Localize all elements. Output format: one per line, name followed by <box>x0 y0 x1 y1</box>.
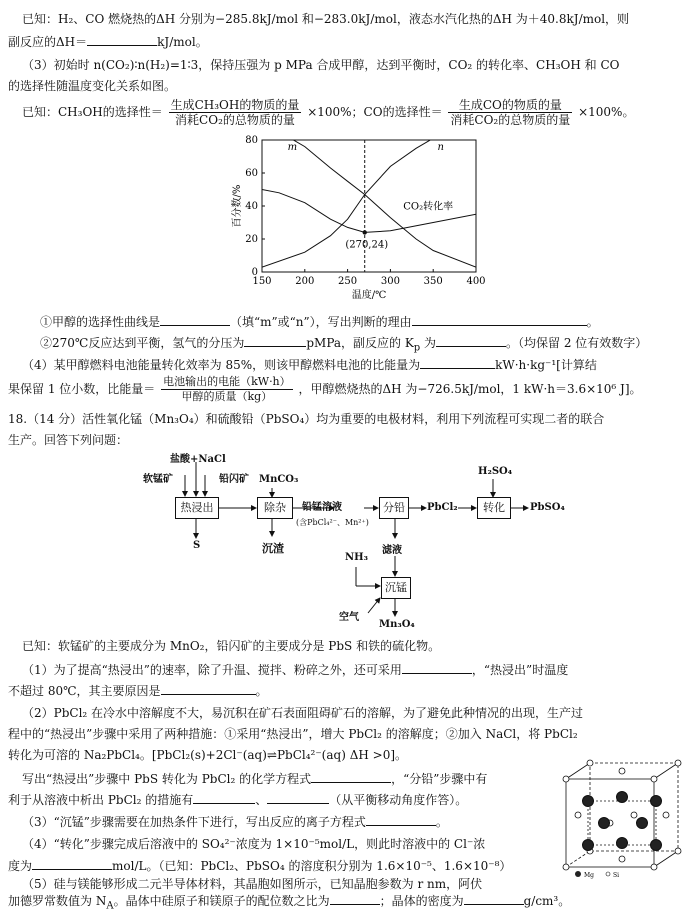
text-line: （5）硅与镁能够形成二元半导体材料，其晶胞如图所示，已知晶胞参数为 r nm，阿伏 <box>22 877 483 891</box>
text-line: 度为 mol/L。（已知：PbCl₂、PbSO₄ 的溶度积分别为 1.6×10⁻⁵、1.6×10⁻⁸） <box>8 859 512 873</box>
flow-mid-solution: 铅锰溶液 <box>302 502 342 513</box>
x-tick-label: 150 <box>252 276 272 287</box>
answer-blank[interactable] <box>160 313 230 326</box>
text-line: 利于从溶液中析出 PbCl₂ 的措施有 、 （从平衡移动角度作答）。 <box>8 793 468 807</box>
y-tick-label: 0 <box>251 267 258 278</box>
flow-output-pbso4: PbSO₄ <box>530 502 565 513</box>
flow-mid-pbcl2: PbCl₂ <box>427 502 458 513</box>
answer-blank[interactable] <box>267 791 329 804</box>
answer-blank[interactable] <box>436 334 506 347</box>
flow-filtrate: 滤液 <box>382 545 402 556</box>
annotation-point <box>363 230 367 234</box>
text-line: （3）初始时 n(CO₂)∶n(H₂)=1∶3，保持压强为 p MPa 合成甲醇，达到平衡时，CO₂ 的转化率、CH₃OH 和 CO <box>22 58 620 72</box>
answer-blank[interactable] <box>330 892 380 905</box>
x-tick-label: 350 <box>423 276 443 287</box>
flow-step-purify: 除杂 <box>257 497 293 519</box>
flow-step-split: 分铅 <box>379 497 409 519</box>
text-line: 写出“热浸出”步骤中 PbS 转化为 PbCl₂ 的化学方程式 ，“分铅”步骤中有 <box>22 772 488 786</box>
answer-blank[interactable] <box>402 661 472 674</box>
selectivity-chart <box>228 134 498 314</box>
series-n-label: n <box>437 141 444 153</box>
flow-output-residue: 沉渣 <box>262 542 284 555</box>
answer-blank[interactable] <box>420 356 495 369</box>
text-line: （4）“转化”步骤完成后溶液中的 SO₄²⁻浓度为 1×10⁻⁵mol/L，则此时溶液中的 Cl⁻浓 <box>22 837 486 851</box>
series-m-label: m <box>287 141 298 153</box>
text-line: （3）“沉锰”步骤需要在加热条件下进行，写出反应的离子方程式 。 <box>22 815 448 829</box>
flow-input-pbs: 铅闪矿 <box>219 474 249 485</box>
answer-blank[interactable] <box>193 791 255 804</box>
y-tick-label: 20 <box>245 234 258 245</box>
text-line: 18.（14 分）活性氧化锰（Mn₃O₄）和硫酸铅（PbSO₄）均为重要的电极材料，利用下列流程可实现二者的联合 <box>8 412 605 426</box>
flow-mid-note: (含PbCl₄²⁻、Mn²⁺) <box>296 518 369 527</box>
text-line: ①甲醇的选择性曲线是 （填“m”或“n”），写出判断的理由 。 <box>40 315 599 329</box>
text-line: 的选择性随温度变化关系如图。 <box>8 79 177 93</box>
answer-blank[interactable] <box>32 857 112 870</box>
flow-step-leach: 热浸出 <box>175 497 219 519</box>
answer-blank[interactable] <box>311 770 391 783</box>
text-line: ②270℃反应达到平衡，氢气的分压为 pMPa，副反应的 $K_p$ 为 。（均保留 2 位有效数字） <box>40 336 648 354</box>
flow-input-nh3: NH₃ <box>345 552 368 563</box>
flow-output-s: S <box>193 540 201 551</box>
answer-blank[interactable] <box>464 892 524 905</box>
y-tick-label: 40 <box>245 201 258 212</box>
y-tick-label: 80 <box>245 135 258 146</box>
text-line: 程中的“热浸出”步骤中采用了两种措施：①采用“热浸出”，增大 PbCl₂ 的溶解度；②加入 NaCl，将 PbCl₂ <box>8 727 578 741</box>
flow-input-mnco3: MnCO₃ <box>259 474 299 485</box>
answer-blank[interactable] <box>87 33 157 46</box>
x-axis-label: 温度/℃ <box>351 290 387 301</box>
annotation-label: (270,24) <box>345 239 389 251</box>
text-line: 已知：软锰矿的主要成分为 MnO₂，铅闪矿的主要成分是 PbS 和铁的硫化物。 <box>22 639 441 653</box>
text-line: （2）PbCl₂ 在冷水中溶解度不大，易沉积在矿石表面阻碍矿石的溶解，为了避免此种情况的出现，生产过 <box>22 706 584 720</box>
text-line: 加德罗常数值为 $N_A$。晶体中硅原子和镁原子的配位数之比为 ；晶体的密度为 g/cm³。 <box>8 894 571 912</box>
legend-si: Si <box>613 872 620 879</box>
text-line: 果保留 1 位小数，比能量＝ $\frac{\text{电池输出的电能（kW·h）}}{\text{甲醇的质量（kg）}}$ ，甲醇燃烧热的ΔH 为−726.5kJ/mol，1 kW·h＝3.6×10⁶ J]。 <box>8 375 642 403</box>
text-line: 生产。回答下列问题： <box>8 433 129 447</box>
answer-blank[interactable] <box>412 313 587 326</box>
text-line: 转化为可溶的 Na₂PbCl₄。[PbCl₂(s)+2Cl⁻(aq)⇌PbCl₄²⁻(aq) ΔH >0]。 <box>8 748 408 762</box>
x-tick-label: 400 <box>466 276 486 287</box>
legend-mg: Mg <box>584 872 594 879</box>
text-line: 不超过 80℃，其主要原因是 。 <box>8 684 268 698</box>
x-tick-label: 250 <box>338 276 358 287</box>
text-line: （4）某甲醇燃料电池能量转化效率为 85%，则该甲醇燃料电池的比能量为 kW·h·kg⁻¹[计算结 <box>22 358 597 372</box>
flow-input-h2so4: H₂SO₄ <box>478 466 513 477</box>
text-line: 副反应的ΔH＝ kJ/mol。 <box>8 35 208 49</box>
answer-blank[interactable] <box>244 334 306 347</box>
text-line: （1）为了提高“热浸出”的速率，除了升温、搅拌、粉碎之外，还可采用 ，“热浸出”时温度 <box>22 663 569 677</box>
x-tick-label: 200 <box>295 276 315 287</box>
flow-output-mn3o4: Mn₃O₄ <box>379 619 415 630</box>
crystal-cell-diagram <box>558 757 686 879</box>
answer-blank[interactable] <box>161 682 256 695</box>
flow-step-mn-precip: 沉锰 <box>381 577 411 599</box>
flow-input-mno2: 软锰矿 <box>143 474 173 485</box>
series-co2-label: CO₂转化率 <box>403 201 454 213</box>
flow-input-acid: 盐酸+NaCl <box>170 454 226 465</box>
y-tick-label: 60 <box>245 168 258 179</box>
selectivity-formula: 已知：CH₃OH的选择性＝ $\frac{\text{生成CH₃OH的物质的量}}{\text{消耗CO₂的总物质的量}}$ ×100%；CO的选择性＝ $\frac{\text{生成CO的物质的量}}{\text{消耗CO₂的总物质的量}}$ ×100%。 <box>22 98 635 127</box>
x-tick-label: 300 <box>380 276 400 287</box>
flow-step-convert: 转化 <box>477 497 511 519</box>
y-axis-label: 百分数/% <box>232 184 243 228</box>
text-line: 已知：H₂、CO 燃烧热的ΔH 分别为−285.8kJ/mol 和−283.0kJ/mol，液态水汽化热的ΔH 为＋40.8kJ/mol，则 <box>22 12 630 26</box>
answer-blank[interactable] <box>366 813 436 826</box>
flow-input-air: 空气 <box>339 612 359 623</box>
